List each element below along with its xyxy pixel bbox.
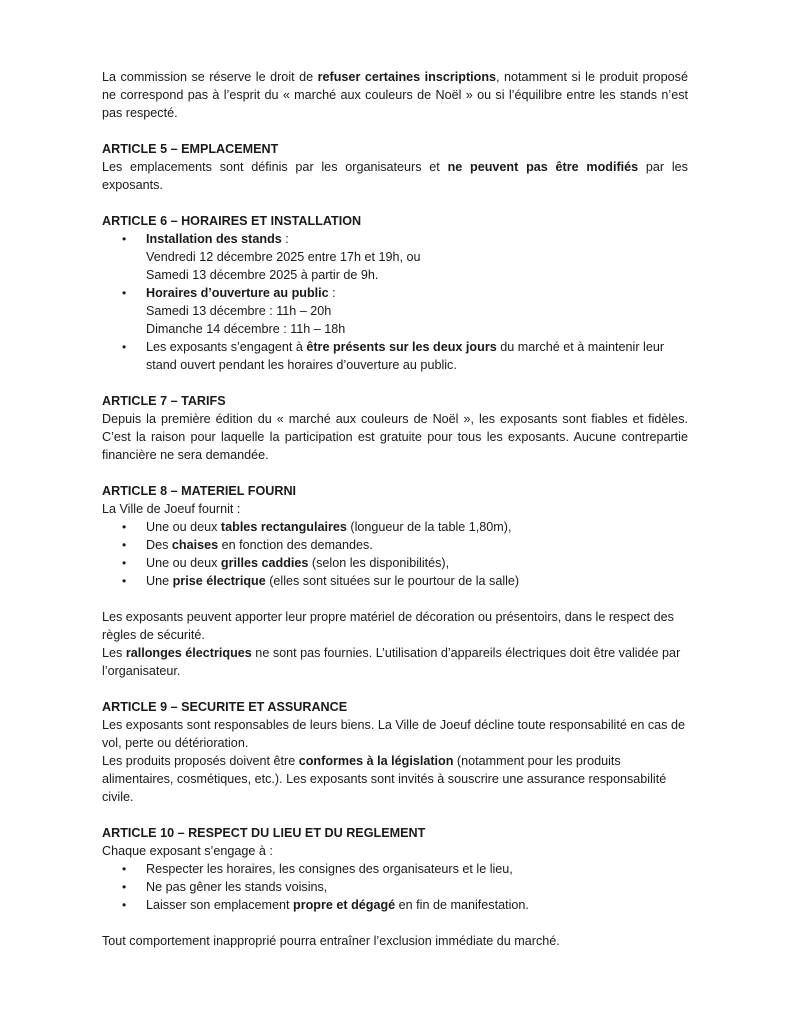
article-7-text: Depuis la première édition du « marché aux couleurs de Noël », les exposants sont fiables et fidèles. C’est la raison pour laquelle la participation est gratuite pour tous les exposants. Aucune contrepartie financière ne sera demandée. xyxy=(102,412,688,462)
list-item: • Horaires d’ouverture au public : Samedi 13 décembre : 11h – 20h Dimanche 14 décembre : 11h – 18h xyxy=(122,286,346,336)
article-8-list xyxy=(102,518,688,590)
bullet-icon: • xyxy=(122,574,127,588)
article-8-paragraph-1: Les exposants peuvent apporter leur propre matériel de décoration ou présentoirs, dans le respect des règles de sécurité. xyxy=(102,610,674,642)
article-5-text: Les emplacements sont définis par les organisateurs et ne peuvent pas être modifiés par les exposants. xyxy=(102,160,688,192)
bullet-icon: • xyxy=(122,898,127,912)
bullet-icon: • xyxy=(122,538,127,552)
bullet-icon: • xyxy=(122,232,127,246)
intro-paragraph: La commission se réserve le droit de refuser certaines inscriptions, notamment si le produit proposé ne correspond pas à l’esprit du « marché aux couleurs de Noël » ou si l’équilibre entre les stands n’est pas respecté. xyxy=(102,70,688,120)
article-8-lead: La Ville de Joeuf fournit : xyxy=(102,502,241,516)
bullet-icon: • xyxy=(122,556,127,570)
bullet-icon: • xyxy=(122,520,127,534)
list-item: • Une prise électrique (elles sont situées sur le pourtour de la salle) xyxy=(122,574,520,588)
article-9-paragraph-2: Les produits proposés doivent être conformes à la législation (notamment pour les produits alimentaires, cosmétiques, etc.). Les exposants sont invités à souscrire une assurance responsabilité civile. xyxy=(102,754,667,804)
list-item: • Les exposants s’engagent à être présents sur les deux jours du marché et à maintenir leur stand ouvert pendant les horaires d’ouverture au public. xyxy=(122,340,665,372)
article-7-heading: ARTICLE 7 – TARIFS xyxy=(102,394,226,408)
list-item: • Installation des stands : Vendredi 12 décembre 2025 entre 17h et 19h, ou Samedi 13 décembre 2025 à partir de 9h. xyxy=(122,232,421,282)
article-9-paragraph-1: Les exposants sont responsables de leurs biens. La Ville de Joeuf décline toute responsabilité en cas de vol, perte ou détérioration. xyxy=(102,718,685,750)
article-6-list xyxy=(102,230,688,374)
bullet-icon: • xyxy=(122,862,127,876)
list-item: • Une ou deux tables rectangulaires (longueur de la table 1,80m), xyxy=(122,520,512,534)
list-item: • Laisser son emplacement propre et dégagé en fin de manifestation. xyxy=(122,898,529,912)
bullet-icon: • xyxy=(122,880,127,894)
article-10-list xyxy=(102,860,688,914)
article-8-paragraph-2: Les rallonges électriques ne sont pas fournies. L’utilisation d’appareils électriques doit être validée par l’organisateur. xyxy=(102,646,681,678)
bullet-icon: • xyxy=(122,286,127,300)
list-item: • Respecter les horaires, les consignes des organisateurs et le lieu, xyxy=(122,862,513,876)
article-8-heading: ARTICLE 8 – MATERIEL FOURNI xyxy=(102,484,297,498)
article-9-heading: ARTICLE 9 – SECURITE ET ASSURANCE xyxy=(102,700,348,714)
closing-paragraph: Tout comportement inapproprié pourra entraîner l’exclusion immédiate du marché. xyxy=(102,934,560,948)
article-5-heading: ARTICLE 5 – EMPLACEMENT xyxy=(102,142,279,156)
document-body xyxy=(102,68,688,950)
list-item: • Ne pas gêner les stands voisins, xyxy=(122,880,328,894)
article-6-heading: ARTICLE 6 – HORAIRES ET INSTALLATION xyxy=(102,214,362,228)
article-10-lead: Chaque exposant s’engage à : xyxy=(102,844,273,858)
list-item: • Des chaises en fonction des demandes. xyxy=(122,538,373,552)
article-10-heading: ARTICLE 10 – RESPECT DU LIEU ET DU REGLEMENT xyxy=(102,826,426,840)
list-item: • Une ou deux grilles caddies (selon les disponibilités), xyxy=(122,556,450,570)
bullet-icon: • xyxy=(122,340,127,354)
